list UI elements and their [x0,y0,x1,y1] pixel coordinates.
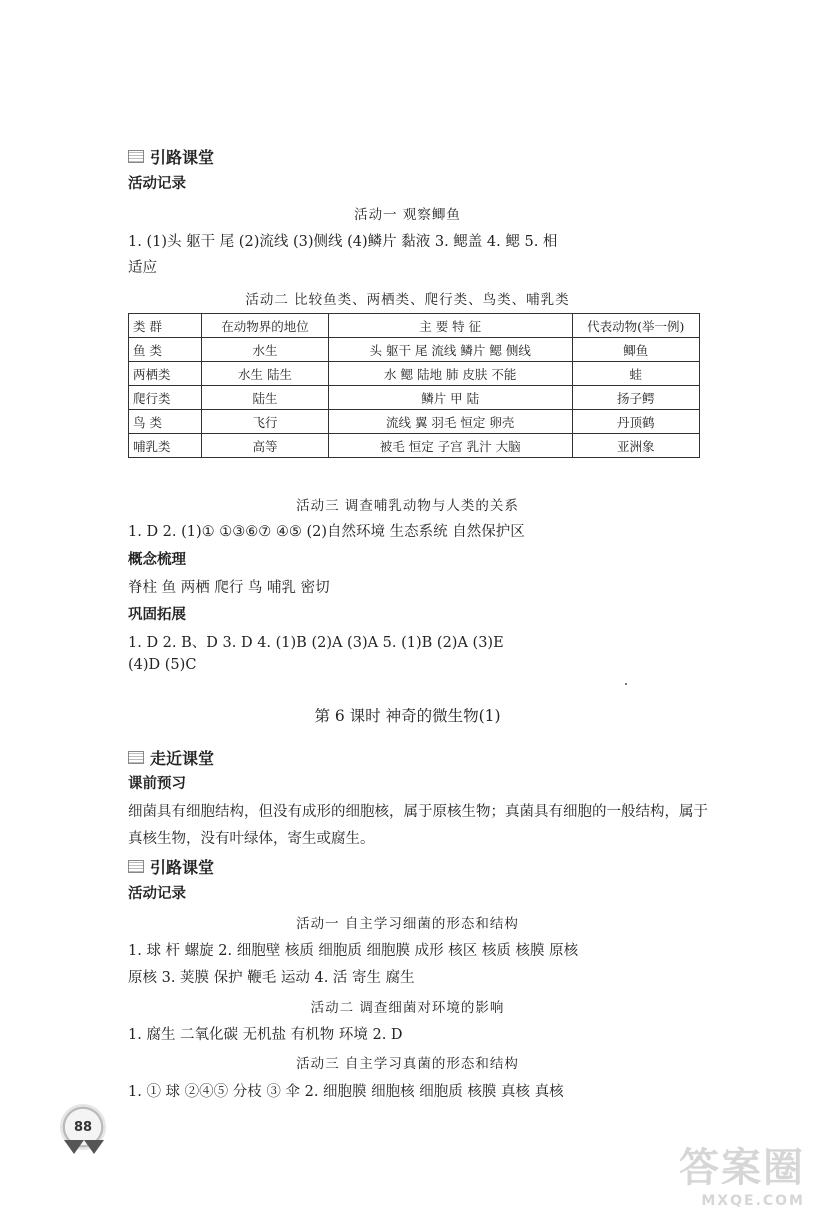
activity-1-answer-line-1: 1. (1)头 躯干 尾 (2)流线 (3)侧线 (4)鳞片 黏液 3. 鳃盖 4. 鳃 5. 相 [128,234,558,250]
lesson-title: 第 6 课时 神奇的微生物(1) [314,707,501,725]
watermark [679,1136,805,1209]
section-heading-guide-2 [128,855,214,878]
table-header-row [129,314,700,338]
ribbon-icon [64,1140,84,1154]
lesson6-activity-3-line: 1. ① 球 ②④⑤ 分枝 ③ 伞 2. 细胞膜 细胞核 细胞质 核膜 真核 真核 [128,1084,564,1100]
activity-3-answer-line: 1. D 2. (1)① ①③⑥⑦ ④⑤ (2)自然环境 生态系统 自然保护区 [128,524,525,540]
consolidate-answer-line-2: (4)D (5)C [128,657,197,673]
table-cell: 鳞片 甲 陆 [328,386,572,410]
section-heading-near [128,746,214,769]
table-cell: 蛙 [572,362,699,386]
activity-2-title: 活动二 比较鱼类、两栖类、爬行类、鸟类、哺乳类 [245,292,570,308]
section-heading-text: 引路课堂 [150,858,215,877]
table-cell: 亚洲象 [572,434,699,458]
lesson6-activity-1-title: 活动一 自主学习细菌的形态和结构 [296,916,519,932]
lesson6-activity-3-title: 活动三 自主学习真菌的形态和结构 [296,1056,519,1072]
table-cell: 哺乳类 [129,434,202,458]
activity-1-answer-line-2: 适应 [128,260,157,276]
animal-comparison-table [128,313,700,458]
consolidate-heading: 巩固拓展 [128,607,186,623]
section-heading-text: 走近课堂 [150,749,215,768]
section-marker-icon [128,860,144,873]
watermark-url: MXQE.COM [701,1193,805,1209]
activity-record-heading: 活动记录 [128,176,186,192]
section-marker-icon [128,150,144,163]
table-cell: 丹顶鹤 [572,410,699,434]
section-heading-text: 引路课堂 [150,148,215,167]
table-cell: 水 鳃 陆地 肺 皮肤 不能 [328,362,572,386]
section-marker-icon [128,751,144,764]
table-row [129,362,700,386]
activity-record-heading-2: 活动记录 [128,886,186,902]
table-header-cell: 主 要 特 征 [328,314,572,338]
table-cell: 鸟 类 [129,410,202,434]
table-row [129,386,700,410]
table-cell: 两栖类 [129,362,202,386]
section-heading-guide [128,145,214,168]
activity-1-title: 活动一 观察鲫鱼 [354,207,461,223]
table-cell: 陆生 [202,386,329,410]
table-cell: 被毛 恒定 子宫 乳汁 大脑 [328,434,572,458]
table-cell: 水生 陆生 [202,362,329,386]
table-header-cell: 类 群 [129,314,202,338]
table-cell: 飞行 [202,410,329,434]
table-cell: 爬行类 [129,386,202,410]
table-row [129,338,700,362]
table-cell: 鱼 类 [129,338,202,362]
lesson6-activity-1-line-2: 原核 3. 荚膜 保护 鞭毛 运动 4. 活 寄生 腐生 [128,970,415,986]
lesson6-activity-1-line-1: 1. 球 杆 螺旋 2. 细胞壁 核质 细胞质 细胞膜 成形 核区 核质 核膜 原核 [128,943,579,959]
consolidate-answer-line-1: 1. D 2. B、D 3. D 4. (1)B (2)A (3)A 5. (1)B (2)A (3)E [128,635,504,651]
print-speck [625,683,627,685]
table-cell: 鲫鱼 [572,338,699,362]
table-row [129,410,700,434]
lesson6-activity-2-title: 活动二 调查细菌对环境的影响 [310,1000,505,1016]
lesson6-activity-2-line: 1. 腐生 二氧化碳 无机盐 有机物 环境 2. D [128,1027,403,1043]
concept-heading: 概念梳理 [128,552,186,568]
table-cell: 流线 翼 羽毛 恒定 卵壳 [328,410,572,434]
table-header-cell: 在动物界的地位 [202,314,329,338]
table-header-cell: 代表动物(举一例) [572,314,699,338]
activity-3-title: 活动三 调查哺乳动物与人类的关系 [296,498,519,514]
preview-text-line-2: 真核生物，没有叶绿体，寄生或腐生。 [128,831,375,847]
concept-answer-line: 脊柱 鱼 两栖 爬行 鸟 哺乳 密切 [128,580,330,596]
table-cell: 头 躯干 尾 流线 鳞片 鳃 侧线 [328,338,572,362]
table-cell: 高等 [202,434,329,458]
table-cell: 水生 [202,338,329,362]
watermark-logo-text: 答案圈 [679,1145,805,1191]
table-row [129,434,700,458]
preview-text-line-1: 细菌具有细胞结构，但没有成形的细胞核，属于原核生物；真菌具有细胞的一般结构，属于 [128,804,708,820]
ribbon-icon [84,1140,104,1154]
page-number: 88 [73,1119,93,1135]
table-cell: 扬子鳄 [572,386,699,410]
preview-heading: 课前预习 [128,776,186,792]
